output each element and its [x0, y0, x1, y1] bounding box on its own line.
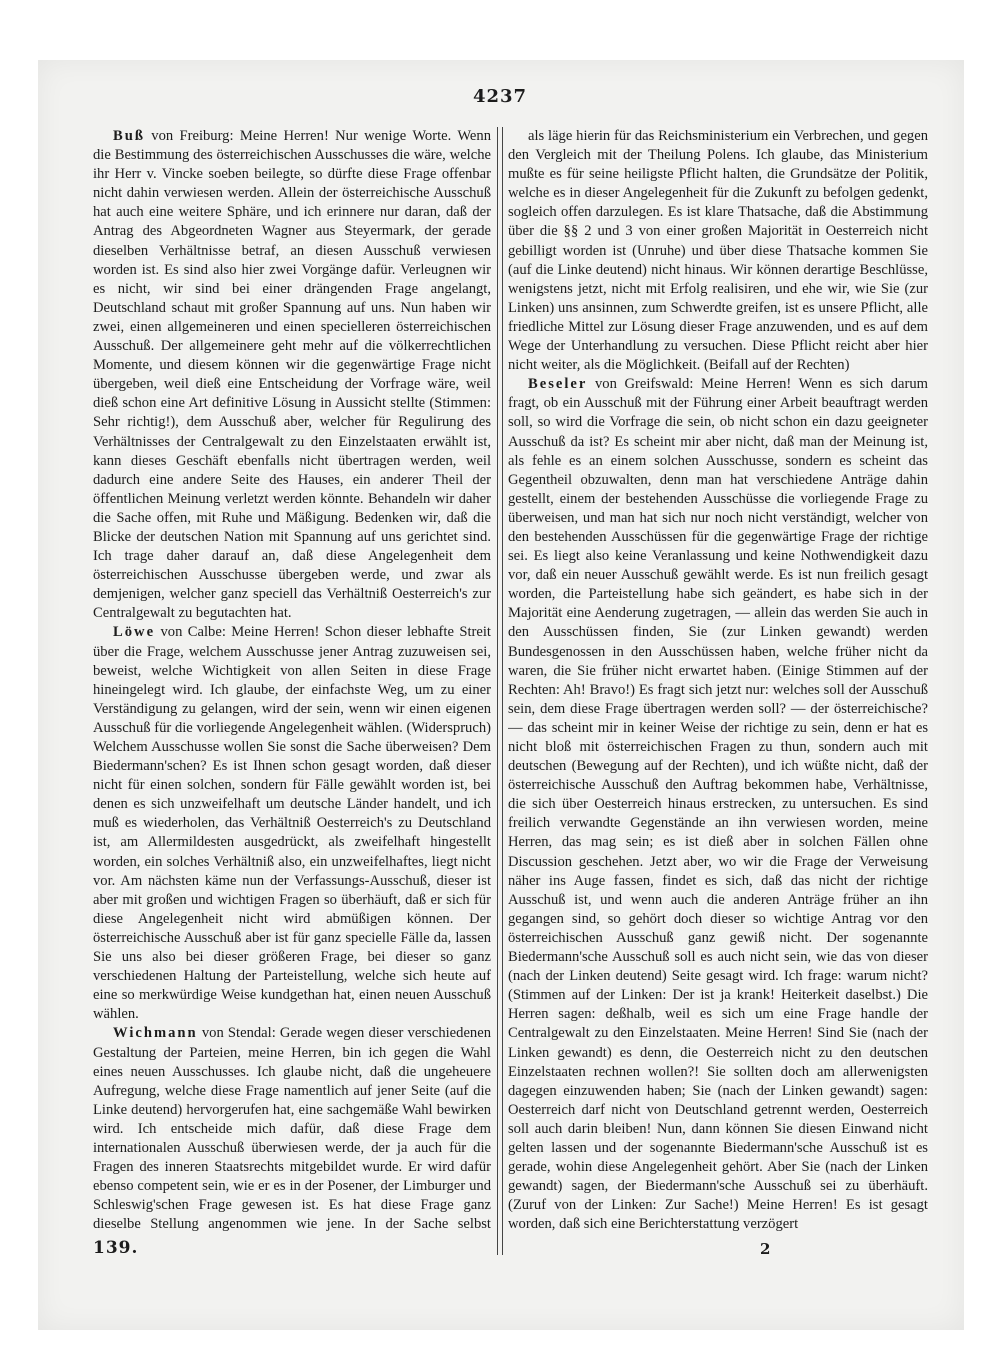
sheet-signature: 139.: [93, 1238, 139, 1258]
right-column: [508, 127, 928, 1232]
paragraph: [508, 375, 928, 1232]
left-column: [93, 127, 491, 1232]
page-number: 4237: [472, 86, 528, 107]
speaker-name: Buß: [113, 128, 145, 144]
column-divider: [497, 127, 503, 1255]
paragraph: [93, 623, 491, 1024]
speech-text: von Stendal: Gerade wegen dieser verschiedenen Gestaltung der Parteien, meine Herren, bin ich gegen die Wahl eines neuen Ausschusses. Ich glaube nicht, daß die ungeheuere Aufregung, welche diese Frage namentlich auf jener Seite (auf die Linke deutend) hervorgerufen hat, eine sachgemäße Wahl bewirken wird. Ich entscheide mich dafür, daß diese Frage dem internationalen Ausschuß überwiesen werde, der ja auch für die Fragen des inneren Staatsrechts mitgebildet wurde. Er wird dafür ebenso competent sein, wie er es in der Posener, der Limburger und Schleswig'schen Frage gewesen ist. Es hat diese Frage ganz dieselbe Stellung angenommen wie jene. In der Sache selbst: [93, 1025, 491, 1232]
paragraph: [93, 1024, 491, 1232]
paragraph: [508, 127, 928, 375]
speech-text: von Greifswald: Meine Herren! Wenn es sich darum fragt, ob ein Ausschuß mit der Führung einer Arbeit beauftragt werden soll, so wird die Vorfrage die sein, ob nicht schon ein dazu geeigneter Ausschuß da ist? Es scheint mir aber nicht, daß man der Meinung ist, als fehle es an einem solchen Ausschusse, sondern es scheint das Gegentheil obzuwalten, denn man hat verschiedene Anträge dahin gestellt, einem der bestehenden Ausschüsse die vorliegende Frage zu überweisen, und man hat sich nur noch nicht verständigt, welcher von den bestehenden Ausschüssen für die gegenwärtige Frage der richtige sei. Es liegt also keine Veranlassung und keine Nothwendigkeit dazu vor, daß ein neuer Ausschuß gewählt werde. Es ist nun freilich gesagt worden, die Parteistellung habe sich geändert, es habe sich in der Majorität eine Aenderung zugetragen, — allein das werden Sie auch in den Ausschüssen finden, Sie (zur Linken gewandt) werden Bundesgenossen in den Ausschüssen haben, welche früher nicht da waren, die Sie früher nicht erwartet haben. (Einige Stimmen auf der Rechten: Ah! Bravo!) Es fragt sich jetzt nur: welches soll der Ausschuß sein, dem diese Frage übertragen werden soll? — der österreichische? — das scheint mir in keiner Weise der richtige zu sein, denn er hat es nicht bloß mit österreichischen Fragen zu thun, sondern auch mit deutschen (Bewegung auf der Rechten), und ich wüßte nicht, daß der österreichische Ausschuß den Auftrag bekommen habe, Verhältnisse, die sich über Oesterreich hinaus erstrecken, zu untersuchen. Es sind freilich verwandte Gegenstände an ihn verwiesen worden, meine Herren, das mag sein; es ist dieß aber in solchen Fällen ohne Discussion geschehen. Jetzt aber, wo wir die Frage der Verweisung näher ins Auge fassen, findet es sich, daß das nicht der richtige Ausschuß ist, und wenn auch die anderen Anträge früher an ihn gegangen sind, so gehört doch dieser so wichtige Antrag vor den österreichischen Ausschuß ganz gewiß nicht. Der sogenannte Biedermann'sche Ausschuß soll es auch nicht sein, wie das von dieser (nach der Linken deutend) Seite gesagt wird. Ich frage: warum nicht? (Stimmen auf der Linken: Der ist ja krank! Heiterkeit daselbst.) Die Herren sagen: deßhalb, weil es sich um eine Frage handle der Centralgewalt zu den Einzelstaaten. Meine Herren! Sind Sie (nach der Linken gewandt) es denn, die Oesterreich nicht zu den deutschen Einzelstaaten rechnen wollen?! Sie sollten doch am allerwenigsten dagegen einzuwenden haben; Sie (nach der Linken gewandt) sagen: Oesterreich darf nicht von Deutschland getrennt werden, Oesterreich soll auch darin bleiben! Nun, dann können Sie diesen Einwand nicht gelten lassen und der sogenannte Biedermann'sche Ausschuß ist es gerade, wohin diese Angelegenheit gehört. Aber Sie (nach der Linken gewandt) sagen, der Biedermann'sche Ausschuß sei zu überhäuft. (Zuruf von der Linken: Zur Sache!) Meine Herren! Es ist gesagt worden, daß sich eine Berichterstattung verzögert: [508, 376, 928, 1232]
speaker-name: Beseler: [528, 376, 588, 393]
sheet-number: 2: [760, 1240, 771, 1258]
speech-text: von Calbe: Meine Herren! Schon dieser lebhafte Streit über die Frage, welchem Ausschusse jener Antrag zuzuweisen sei, beweist, welche Wichtigkeit von allen Seiten in diese Frage hineingelegt wird. Ich glaube, der einfachste Weg, um zu einer Verständigung zu gelangen, wird der sein, wenn wir einen eigenen Ausschuß für die vorliegende Angelegenheit wählen. (Widerspruch) Welchem Ausschusse wollen Sie sonst die Sache überweisen? Dem Biedermann'schen? Es ist Ihnen schon gesagt worden, daß dieser nicht für einen solchen, sondern für Fälle gewählt worden ist, bei denen es sich unzweifelhaft um deutsche Länder handelt, und ich muß es wiederholen, das Verhältniß Oesterreich's zu Deutschland ist, am Allermildesten ausgedrückt, als zweifelhaft hingestellt worden, ein solches Verhältniß also, ein unzweifelhaftes, liegt nicht vor. Am nächsten käme nun der Verfassungs-Ausschuß, dieser ist aber mit großen und wichtigen Fragen so überhäuft, daß er sich für diese Angelegenheit nicht wird abmüßigen können. Der österreichische Ausschuß aber ist für ganz specielle Fälle da, lassen Sie uns also bei dieser größeren Frage, bei dieser so ganz verschiedenen Haltung der Parteistellung, welche sich heute auf eine so merkwürdige Weise kundgethan hat, einen neuen Ausschuß wählen.: [93, 624, 491, 1023]
speaker-name: Wichmann: [113, 1025, 198, 1042]
paragraph: [93, 127, 491, 623]
speaker-name: Löwe: [113, 624, 156, 641]
speech-text: als läge hierin für das Reichsministerium ein Verbrechen, und gegen den Vergleich mit der Theilung Polens. Ich glaube, das Ministerium mußte es für seine heiligste Pflicht halten, die Grundsätze der Politik, welche es in dieser Angelegenheit für die Zukunft zu befolgen gedenkt, sogleich offen darzulegen. Es ist klare Thatsache, daß die Abstimmung über die §§ 2 und 3 von einer großen Majorität in Oesterreich nicht gebilligt worden ist (Unruhe) und über diese Thatsache kommen Sie (auf die Linke deutend) nicht hinaus. Wir können derartige Beschlüsse, wenigstens jetzt, nicht mit Erfolg realisiren, und ehe wir, wie Sie (zur Linken) uns ansinnen, zum Schwerdte greifen, ist es unsere Pflicht, alle friedliche Mittel zur Lösung dieser Frage anzuwenden, und es auf dem Wege der Unterhandlung zu versuchen. Diese Pflicht reicht aber hier nicht weiter, als die Möglichkeit. (Beifall auf der Rechten): [508, 128, 928, 374]
speech-text: von Freiburg: Meine Herren! Nur wenige Worte. Wenn die Bestimmung des österreichischen Ausschusses die wäre, welche ihr Herr v. Vincke soeben beilegte, so dürfte diese Frage offenbar nicht dahin verwiesen werden. Allein der österreichische Ausschuß hat auch eine weitere Sphäre, und ich erinnere nur daran, daß der Antrag des Abgeordneten Wagner aus Steyermark, der gerade dieselben Verhältnisse betraf, an diesen Ausschuß verwiesen worden ist. Es sind also hier zwei Vorgänge dafür. Verleugnen wir es nicht, wir sind bei einer drängenden Frage angelangt, Deutschland schaut mit großer Spannung auf uns. Nun haben wir zwei, einen allgemeineren und einen specielleren österreichischen Ausschuß. Der allgemeinere geht mehr auf die völkerrechtlichen Momente, und diesem können wir die gegenwärtige Frage nicht übergeben, weil dieß eine Entscheidung der Vorfrage wäre, weil dieß schon eine Art definitive Lösung in Aussicht stellte (Stimmen: Sehr richtig!), dem Ausschuß aber, welcher für Regulirung des Verhältnisses der Centralgewalt zu den Einzelstaaten erwählt ist, kann dieses Geschäft ebenfalls nicht übertragen werden, weil dadurch eine andere Seite des Hauses, ein anderer Theil der öffentlichen Meinung verletzt werden könnte. Behandeln wir daher die Sache offen, mit Ruhe und Mäßigung. Bedenken wir, daß die Blicke der deutschen Nation mit Spannung auf uns gerichtet sind. Ich trage daher darauf an, daß diese Angelegenheit dem österreichischen Ausschusse übergeben werde, und zwar als demjenigen, welcher ganz speciell das Verhältniß Oesterreich's zur Centralgewalt zu begutachten hat.: [93, 128, 491, 622]
